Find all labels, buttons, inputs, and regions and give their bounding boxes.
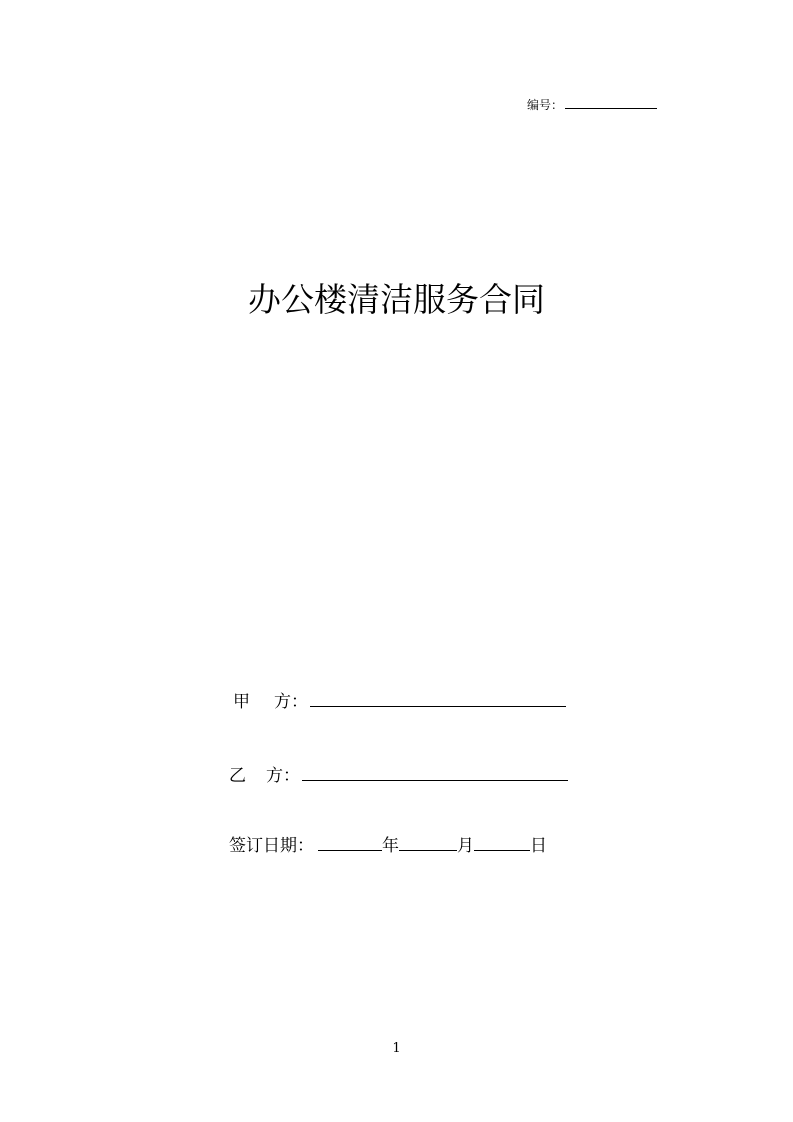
party-a-label-first: 甲 [233,692,250,712]
document-number-label: 编号： [527,98,564,112]
document-number [527,95,657,114]
party-b-row [229,762,568,788]
signing-date-label: 签订日期： [229,836,314,856]
page-number: 1 [392,1041,401,1056]
year-blank [318,832,382,851]
party-a-row [229,688,566,714]
month-unit: 月 [457,836,474,856]
party-b-blank [302,762,568,781]
document-number-blank [565,95,657,109]
party-a-label-second: 方： [274,692,308,712]
contract-title: 办公楼清洁服务合同 [248,280,545,319]
month-blank [399,832,457,851]
day-unit: 日 [530,836,547,856]
party-a-blank [310,688,566,707]
day-blank [474,832,530,851]
party-b-label-second: 方： [266,766,300,786]
party-b-label-first: 乙 [229,766,246,786]
year-unit: 年 [382,836,399,856]
signing-date-row [229,832,547,858]
